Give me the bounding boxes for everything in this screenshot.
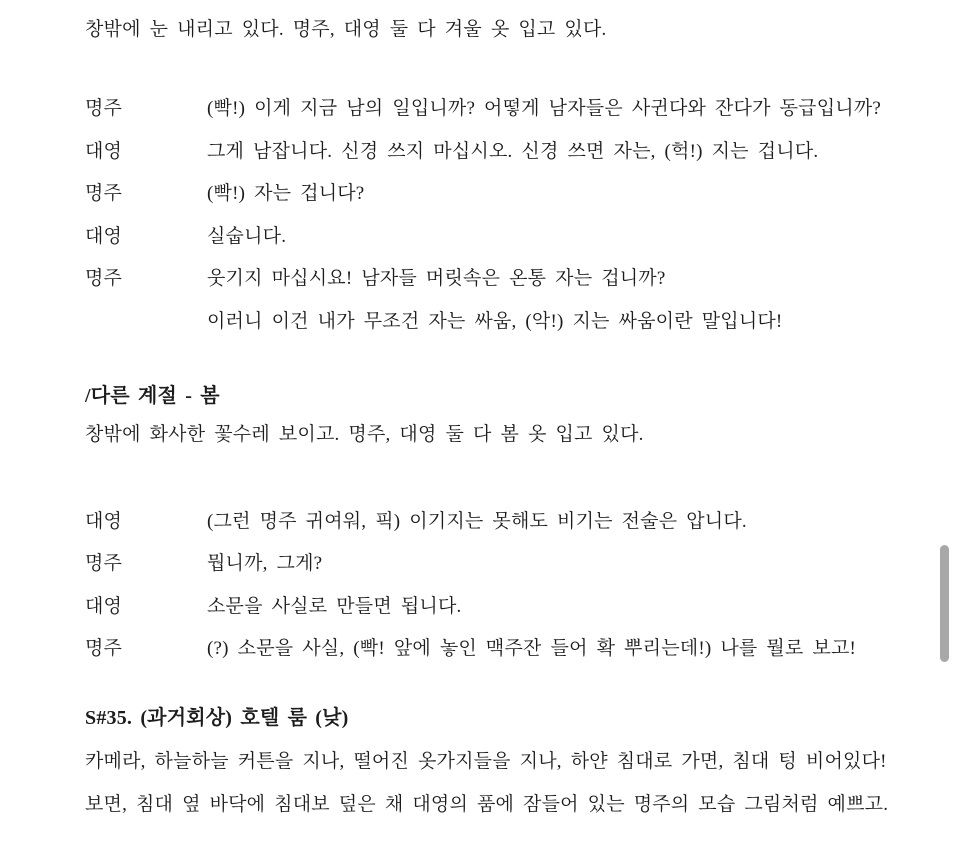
dialogue-row xyxy=(85,633,856,660)
dialogue-row xyxy=(85,93,881,120)
dialogue-text: (그런 명주 귀여워, 픽) 이기지는 못해도 비기는 전술은 압니다. xyxy=(207,511,747,532)
scene-heading-s35: S#35. (과거회상) 호텔 룸 (낮) xyxy=(85,707,349,729)
dialogue-text: 실숩니다. xyxy=(207,226,287,247)
action-line-s35-2: 보면, 침대 옆 바닥에 침대보 덮은 채 대영의 품에 잠들어 있는 명주의 모습 그림처럼 예쁘고. xyxy=(85,794,889,815)
dialogue-text: (빡!) 이게 지금 남의 일입니까? 어떻게 남자들은 사귄다와 잔다가 동급입니까? xyxy=(207,98,882,119)
speaker-name: 명주 xyxy=(85,98,123,119)
dialogue-row xyxy=(85,306,782,333)
dialogue-text: (?) 소문을 사실, (빡! 앞에 놓인 맥주잔 들어 확 뿌리는데!) 나를 뭘로 보고! xyxy=(207,638,857,659)
dialogue-row xyxy=(85,506,747,533)
speaker-name: 대영 xyxy=(85,596,123,617)
speaker-name: 대영 xyxy=(85,141,123,162)
speaker-name: 대영 xyxy=(85,511,123,532)
action-line-spring: 창밖에 화사한 꽃수레 보이고. 명주, 대영 둘 다 봄 옷 입고 있다. xyxy=(85,424,644,445)
dialogue-row xyxy=(85,178,364,205)
dialogue-text: 이러니 이건 내가 무조건 자는 싸움, (악!) 지는 싸움이란 말입니다! xyxy=(207,311,783,332)
dialogue-text: 웃기지 마십시요! 남자들 머릿속은 온통 자는 겁니까? xyxy=(207,268,666,289)
speaker-name: 대영 xyxy=(85,226,123,247)
dialogue-text: 뭡니까, 그게? xyxy=(207,553,323,574)
action-line-s35-1: 카메라, 하늘하늘 커튼을 지나, 떨어진 옷가지들을 지나, 하얀 침대로 가면, 침대 텅 비어있다! xyxy=(85,751,887,772)
speaker-name: 명주 xyxy=(85,638,123,659)
speaker-name: 명주 xyxy=(85,268,123,289)
dialogue-row xyxy=(85,221,286,248)
dialogue-text: 그게 남잡니다. 신경 쓰지 마십시오. 신경 쓰면 자는, (헉!) 지는 겁니다. xyxy=(207,141,819,162)
dialogue-row xyxy=(85,136,818,163)
speaker-name: 명주 xyxy=(85,183,123,204)
dialogue-text: (빡!) 자는 겁니다? xyxy=(207,183,365,204)
action-line-winter: 창밖에 눈 내리고 있다. 명주, 대영 둘 다 겨울 옷 입고 있다. xyxy=(85,19,607,40)
dialogue-row xyxy=(85,591,461,618)
dialogue-row xyxy=(85,263,666,290)
dialogue-text: 소문을 사실로 만들면 됩니다. xyxy=(207,596,462,617)
scene-heading-spring: /다른 계절 - 봄 xyxy=(85,385,220,407)
speaker-name: 명주 xyxy=(85,553,123,574)
scrollbar-thumb[interactable] xyxy=(940,545,949,662)
dialogue-row xyxy=(85,548,322,575)
